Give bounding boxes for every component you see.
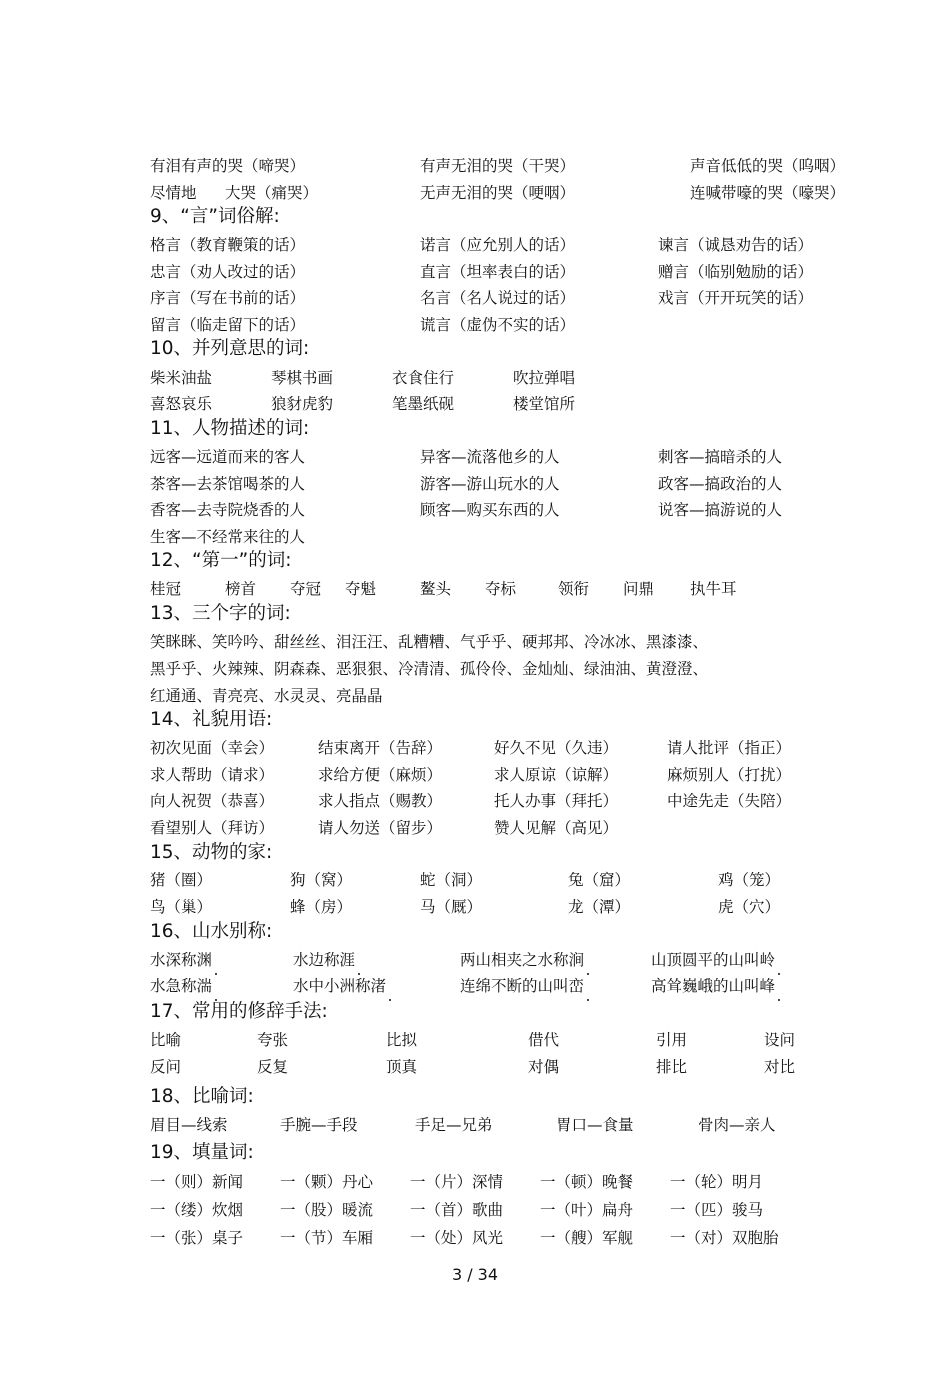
term-item: 一（顿）晚餐 xyxy=(540,1173,634,1191)
term-item: 一（轮）明月 xyxy=(670,1173,764,1191)
text-row xyxy=(0,367,950,389)
text-row xyxy=(0,234,950,256)
section-heading: 14、礼貌用语: xyxy=(150,709,273,730)
text-row xyxy=(0,473,950,495)
term-item: 水边称涯 xyxy=(293,951,356,969)
text-row xyxy=(0,182,950,204)
term-item: 柴米油盐 xyxy=(150,369,213,387)
term-item: 借代 xyxy=(528,1031,560,1049)
term-item: 蜂（房） xyxy=(290,898,353,916)
term-item: 无声无泪的哭（哽咽） xyxy=(420,184,576,202)
term-item: 问鼎 xyxy=(623,580,655,598)
text-row xyxy=(0,764,950,786)
text-row xyxy=(0,1114,950,1136)
section-heading: 12、“第一”的词: xyxy=(150,550,292,571)
term-item: 黑乎乎、火辣辣、阴森森、恶狠狠、冷清清、孤伶伶、金灿灿、绿油油、黄澄澄、 xyxy=(150,660,709,678)
term-item: 眉目—线索 xyxy=(150,1116,228,1134)
term-item: 谏言（诚恳劝告的话） xyxy=(658,236,814,254)
term-item: 茶客—去茶馆喝茶的人 xyxy=(150,475,306,493)
term-item: 水深称渊 xyxy=(150,951,213,969)
section-heading: 10、并列意思的词: xyxy=(150,338,310,359)
term-item: 一（股）暖流 xyxy=(280,1201,374,1219)
section-heading: 17、常用的修辞手法: xyxy=(150,1001,328,1022)
term-item: 香客—去寺院烧香的人 xyxy=(150,501,306,519)
term-item: 猪（圈） xyxy=(150,871,213,889)
text-row xyxy=(0,1199,950,1221)
term-item: 求给方便（麻烦） xyxy=(318,766,443,784)
emphasis-dot xyxy=(587,999,589,1001)
term-item: 向人祝贺（恭喜） xyxy=(150,792,275,810)
term-item: 手腕—手段 xyxy=(280,1116,358,1134)
text-row xyxy=(0,869,950,891)
text-row xyxy=(0,1056,950,1078)
term-item: 一（艘）军舰 xyxy=(540,1229,634,1247)
term-item: 设问 xyxy=(764,1031,796,1049)
section-heading: 9、“言”词俗解: xyxy=(150,206,280,227)
term-item: 红通通、青亮亮、水灵灵、亮晶晶 xyxy=(150,687,383,705)
term-item: 一（叶）扁舟 xyxy=(540,1201,634,1219)
text-row xyxy=(0,949,950,971)
term-item: 看望别人（拜访） xyxy=(150,819,275,837)
text-row xyxy=(0,314,950,336)
term-item: 尽情地 xyxy=(150,184,197,202)
text-row xyxy=(0,896,950,918)
term-item: 领衔 xyxy=(558,580,590,598)
term-item: 赞人见解（高见） xyxy=(494,819,619,837)
term-item: 喜怒哀乐 xyxy=(150,395,213,413)
term-item: 一（处）风光 xyxy=(410,1229,504,1247)
term-item: 排比 xyxy=(656,1058,688,1076)
term-item: 戏言（开开玩笑的话） xyxy=(658,289,814,307)
term-item: 一（则）新闻 xyxy=(150,1173,244,1191)
term-item: 夸张 xyxy=(257,1031,289,1049)
section-heading: 19、填量词: xyxy=(150,1142,254,1163)
term-item: 求人原谅（谅解） xyxy=(494,766,619,784)
term-item: 夺冠 xyxy=(290,580,322,598)
term-item: 麻烦别人（打扰） xyxy=(667,766,792,784)
text-row xyxy=(0,499,950,521)
term-item: 兔（窟） xyxy=(568,871,631,889)
section-heading: 18、比喻词: xyxy=(150,1086,254,1107)
text-row xyxy=(0,155,950,177)
term-item: 刺客—搞暗杀的人 xyxy=(658,448,783,466)
term-item: 夺标 xyxy=(485,580,517,598)
emphasis-dot xyxy=(389,999,391,1001)
term-item: 高耸巍峨的山叫峰 xyxy=(651,977,776,995)
term-item: 笑眯眯、笑吟吟、甜丝丝、泪汪汪、乱糟糟、气乎乎、硬邦邦、冷冰冰、黑漆漆、 xyxy=(150,633,709,651)
term-item: 一（张）桌子 xyxy=(150,1229,244,1247)
section-heading: 13、三个字的词: xyxy=(150,603,291,624)
term-item: 比喻 xyxy=(150,1031,182,1049)
term-item: 一（对）双胞胎 xyxy=(670,1229,779,1247)
term-item: 赠言（临别勉励的话） xyxy=(658,263,814,281)
term-item: 衣食住行 xyxy=(392,369,455,387)
term-item: 初次见面（幸会） xyxy=(150,739,275,757)
term-item: 夺魁 xyxy=(345,580,377,598)
term-item: 中途先走（失陪） xyxy=(667,792,792,810)
term-item: 引用 xyxy=(656,1031,688,1049)
text-row xyxy=(0,1029,950,1051)
term-item: 顾客—购买东西的人 xyxy=(420,501,560,519)
term-item: 留言（临走留下的话） xyxy=(150,316,306,334)
term-item: 水中小洲称渚 xyxy=(293,977,387,995)
term-item: 虎（穴） xyxy=(718,898,781,916)
term-item: 一（节）车厢 xyxy=(280,1229,374,1247)
text-row xyxy=(0,526,950,548)
text-row xyxy=(0,1227,950,1249)
term-item: 马（厩） xyxy=(420,898,483,916)
term-item: 序言（写在书前的话） xyxy=(150,289,306,307)
text-row xyxy=(0,1171,950,1193)
term-item: 诺言（应允别人的话） xyxy=(420,236,576,254)
term-item: 吹拉弹唱 xyxy=(513,369,576,387)
text-row xyxy=(0,685,950,707)
term-item: 骨肉—亲人 xyxy=(698,1116,776,1134)
term-item: 一（片）深情 xyxy=(410,1173,504,1191)
term-item: 比拟 xyxy=(386,1031,418,1049)
term-item: 名言（名人说过的话） xyxy=(420,289,576,307)
term-item: 托人办事（拜托） xyxy=(494,792,619,810)
term-item: 琴棋书画 xyxy=(271,369,334,387)
text-row xyxy=(0,261,950,283)
term-item: 忠言（劝人改过的话） xyxy=(150,263,306,281)
term-item: 一（匹）骏马 xyxy=(670,1201,764,1219)
term-item: 狗（窝） xyxy=(290,871,353,889)
text-row xyxy=(0,817,950,839)
term-item: 游客—游山玩水的人 xyxy=(420,475,560,493)
term-item: 一（首）歌曲 xyxy=(410,1201,504,1219)
term-item: 榜首 xyxy=(225,580,257,598)
term-item: 手足—兄弟 xyxy=(415,1116,493,1134)
term-item: 执牛耳 xyxy=(690,580,737,598)
term-item: 请人勿送（留步） xyxy=(318,819,443,837)
term-item: 政客—搞政治的人 xyxy=(658,475,783,493)
term-item: 对偶 xyxy=(528,1058,560,1076)
term-item: 顶真 xyxy=(386,1058,418,1076)
term-item: 两山相夹之水称涧 xyxy=(460,951,585,969)
term-item: 山顶圆平的山叫岭 xyxy=(651,951,776,969)
term-item: 鸟（巢） xyxy=(150,898,213,916)
term-item: 求人指点（赐教） xyxy=(318,792,443,810)
term-item: 声音低低的哭（呜咽） xyxy=(690,157,846,175)
text-row xyxy=(0,737,950,759)
term-item: 对比 xyxy=(764,1058,796,1076)
term-item: 好久不见（久违） xyxy=(494,739,619,757)
section-heading: 15、动物的家: xyxy=(150,842,273,863)
term-item: 狼豺虎豹 xyxy=(271,395,334,413)
text-row xyxy=(0,446,950,468)
text-row xyxy=(0,975,950,997)
term-item: 生客—不经常来往的人 xyxy=(150,528,306,546)
text-row xyxy=(0,287,950,309)
term-item: 桂冠 xyxy=(150,580,182,598)
term-item: 鳌头 xyxy=(420,580,452,598)
term-item: 有声无泪的哭（干哭） xyxy=(420,157,576,175)
term-item: 结束离开（告辞） xyxy=(318,739,443,757)
term-item: 远客—远道而来的客人 xyxy=(150,448,306,466)
term-item: 直言（坦率表白的话） xyxy=(420,263,576,281)
term-item: 说客—搞游说的人 xyxy=(658,501,783,519)
term-item: 楼堂馆所 xyxy=(513,395,576,413)
page-number: 3 / 34 xyxy=(451,1265,499,1284)
term-item: 反问 xyxy=(150,1058,182,1076)
term-item: 求人帮助（请求） xyxy=(150,766,275,784)
term-item: 鸡（笼） xyxy=(718,871,781,889)
term-item: 谎言（虚伪不实的话） xyxy=(420,316,576,334)
text-row xyxy=(0,658,950,680)
term-item: 笔墨纸砚 xyxy=(392,395,455,413)
section-heading: 11、人物描述的词: xyxy=(150,418,310,439)
term-item: 异客—流落他乡的人 xyxy=(420,448,560,466)
text-row xyxy=(0,393,950,415)
term-item: 蛇（洞） xyxy=(420,871,483,889)
term-item: 连喊带嚎的哭（嚎哭） xyxy=(690,184,846,202)
term-item: 请人批评（指正） xyxy=(667,739,792,757)
term-item: 反复 xyxy=(257,1058,289,1076)
section-heading: 16、山水别称: xyxy=(150,921,273,942)
term-item: 连绵不断的山叫峦 xyxy=(460,977,585,995)
term-item: 一（缕）炊烟 xyxy=(150,1201,244,1219)
term-item: 有泪有声的哭（啼哭） xyxy=(150,157,306,175)
term-item: 水急称湍 xyxy=(150,977,213,995)
emphasis-dot xyxy=(778,999,780,1001)
term-item: 大哭（痛哭） xyxy=(225,184,319,202)
text-row xyxy=(0,578,950,600)
term-item: 一（颗）丹心 xyxy=(280,1173,374,1191)
text-row xyxy=(0,631,950,653)
text-row xyxy=(0,790,950,812)
term-item: 格言（教育鞭策的话） xyxy=(150,236,306,254)
term-item: 胃口—食量 xyxy=(556,1116,634,1134)
term-item: 龙（潭） xyxy=(568,898,631,916)
